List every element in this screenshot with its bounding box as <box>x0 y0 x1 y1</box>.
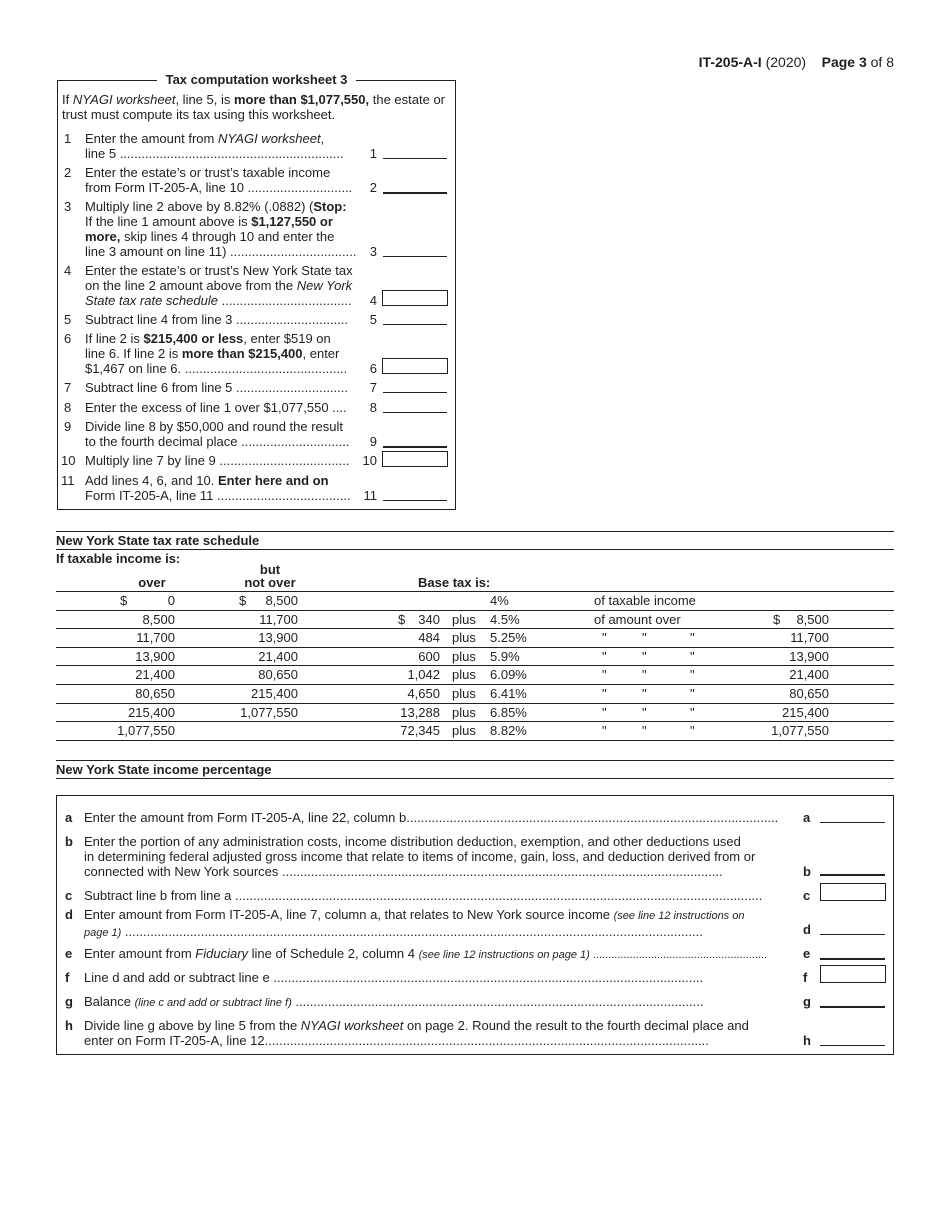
amount-over: 215,400 <box>782 704 829 720</box>
form-number: IT-205-A-I <box>698 54 762 70</box>
worksheet-intro: If NYAGI worksheet, line 5, is more than $1,077,550, the estate or trust must compute its tax using this worksheet. <box>62 92 446 122</box>
ditto-mark: " <box>602 723 607 739</box>
line-5-field[interactable] <box>383 310 447 325</box>
schedule-row-rule <box>56 684 894 685</box>
base-tax: 340 <box>418 611 440 627</box>
bracket-over: 21,400 <box>135 667 175 683</box>
ditto-mark: " <box>642 723 647 739</box>
schedule-row-rule <box>56 610 894 611</box>
ditto-mark: " <box>602 648 607 664</box>
col-base-tax: Base tax is: <box>418 575 491 590</box>
income-pct-title-rule <box>56 778 894 779</box>
line-8-field[interactable] <box>383 398 447 413</box>
page-header <box>699 54 894 70</box>
page-of: of 8 <box>870 54 894 70</box>
amount-over: 13,900 <box>789 648 829 664</box>
amount-over: 11,700 <box>790 630 829 646</box>
tax-rate: 4% <box>490 593 509 608</box>
col-over: over <box>138 575 166 590</box>
schedule-top-rule <box>56 531 894 532</box>
bracket-not-over: 1,077,550 <box>240 704 298 720</box>
base-tax: 4,650 <box>407 686 440 701</box>
base-tax: 13,288 <box>400 704 440 720</box>
plus-label: plus <box>452 723 476 739</box>
line-10-box[interactable] <box>382 451 448 467</box>
ditto-mark: " <box>690 704 695 720</box>
bracket-not-over: 8,500 <box>265 593 298 608</box>
dollar-sign: $ <box>239 593 247 608</box>
income-c-box[interactable] <box>820 883 886 901</box>
schedule-row-rule <box>56 628 894 629</box>
tax-rate: 5.25% <box>490 630 527 646</box>
bracket-not-over: 80,650 <box>258 667 298 683</box>
tax-rate: 8.82% <box>490 723 527 739</box>
bracket-over: 215,400 <box>128 704 175 720</box>
col-but: but <box>259 562 281 577</box>
ditto-mark: " <box>602 686 607 701</box>
ditto-mark: " <box>602 630 607 646</box>
col-not-over: not over <box>244 575 296 590</box>
tax-rate: 5.9% <box>490 648 520 664</box>
income-f-box[interactable] <box>820 965 886 983</box>
page-number: Page 3 <box>821 54 867 70</box>
ditto-mark: " <box>602 704 607 720</box>
bracket-over: 8,500 <box>142 611 175 627</box>
schedule-row-rule <box>56 703 894 704</box>
ditto-mark: " <box>642 648 647 664</box>
schedule-title: New York State tax rate schedule <box>56 533 260 548</box>
amount-over: 8,500 <box>796 611 829 627</box>
form-year: (2020) <box>765 54 807 70</box>
dollar-sign: $ <box>120 593 128 608</box>
tax-computation-worksheet: Tax computation worksheet 3 If NYAGI worksheet, line 5, is more than $1,077,550, the estate or trust must compute its tax using this worksheet. 1 Enter the amount from NYAGI worksheet, line 5 .............................................................. 1 2 Enter the estate’s or trust’s taxable income from Form IT-205-A, line 10 ............................. 2 3 Multiply line 2 above by 8.82% (.0882) (Stop: If the line 1 amount above is $1,127,550 or more, skip lines 4 through 10 and enter the line 3 amount on line 11) ................................... 3 4 Enter the estate’s or trust’s New York State tax on the line 2 amount above from the New York State tax rate schedule .................................... 4 5 Subtract line 4 from line 3 ............................... 5 6 If line 2 is $215,400 or less, enter $519 on line 6. If line 2 is more than $215,400, enter $1,467 on line 6. ............................................. 6 7 Subtract line 6 from line 5 ............................... 7 8 Enter the excess of line 1 over $1,077,550 .... 8 9 Divide line 8 by $50,000 and round the result to the fourth decimal place .............................. 9 10 Multiply line 7 by line 9 .................................... 10 11 Add lines 4, 6, and 10. Enter here and on Form IT-205-A, line 11 ..................................... 11 <box>57 80 456 510</box>
line-2-field[interactable] <box>383 178 447 194</box>
bracket-over: 0 <box>167 593 175 608</box>
income-h-field[interactable] <box>820 1031 885 1046</box>
amount-over: 1,077,550 <box>771 723 829 739</box>
schedule-row-rule <box>56 740 894 741</box>
plus-label: plus <box>452 686 476 701</box>
line-11-field[interactable] <box>383 486 447 501</box>
schedule-row-rule <box>56 721 894 722</box>
bracket-not-over: 13,900 <box>258 630 298 646</box>
ditto-mark: " <box>642 686 647 701</box>
income-pct-title: New York State income percentage <box>56 762 272 777</box>
base-tax: 1,042 <box>407 667 440 683</box>
income-b-field[interactable] <box>820 860 885 876</box>
ditto-mark: " <box>690 686 695 701</box>
line-1-field[interactable] <box>383 144 447 159</box>
line-7-field[interactable] <box>383 378 447 393</box>
bracket-over: 1,077,550 <box>117 723 175 739</box>
dollar-sign: $ <box>773 611 781 627</box>
income-pct-top-rule <box>56 760 894 761</box>
bracket-over: 80,650 <box>135 686 175 701</box>
income-g-field[interactable] <box>820 992 885 1008</box>
rate-description: of taxable income <box>594 593 696 608</box>
schedule-row-rule <box>56 647 894 648</box>
schedule-header-rule <box>56 591 894 592</box>
tax-rate: 4.5% <box>490 611 520 627</box>
income-d-field[interactable] <box>820 920 885 935</box>
plus-label: plus <box>452 630 476 646</box>
schedule-if-label: If taxable income is: <box>56 551 181 566</box>
dollar-sign: $ <box>398 611 406 627</box>
line-3-field[interactable] <box>383 242 447 257</box>
ditto-mark: " <box>690 667 695 683</box>
plus-label: plus <box>452 648 476 664</box>
plus-label: plus <box>452 611 476 627</box>
base-tax: 72,345 <box>400 723 440 739</box>
ditto-mark: " <box>690 723 695 739</box>
ditto-mark: " <box>642 630 647 646</box>
ditto-mark: " <box>690 630 695 646</box>
bracket-not-over: 11,700 <box>259 611 298 627</box>
plus-label: plus <box>452 667 476 683</box>
bracket-not-over: 21,400 <box>258 648 298 664</box>
line-4-box[interactable] <box>382 290 448 306</box>
base-tax: 484 <box>418 630 440 646</box>
schedule-title-rule <box>56 549 894 550</box>
tax-rate: 6.09% <box>490 667 527 683</box>
bracket-over: 13,900 <box>135 648 175 664</box>
rate-description: of amount over <box>594 611 681 627</box>
tax-rate: 6.41% <box>490 686 527 701</box>
income-a-field[interactable] <box>820 808 885 823</box>
bracket-over: 11,700 <box>136 630 175 646</box>
line-9-field[interactable] <box>383 432 447 448</box>
schedule-row-rule <box>56 665 894 666</box>
plus-label: plus <box>452 704 476 720</box>
ditto-mark: " <box>602 667 607 683</box>
bracket-not-over: 215,400 <box>251 686 298 701</box>
income-percentage-box: a Enter the amount from Form IT-205-A, line 22, column b....................................................................................................... a b Enter the portion of any administration costs, income distribution deduction, exemption, and other deductions used in determining federal adjusted gross income that relate to items of income, gain, loss, and deduction derived from or connected with New York sources .......................................................................................................................... b c Subtract line b from line a .................................................................................................................................................. c d Enter amount from Form IT-205-A, line 7, column a, that relates to New York source income (see line 12 instructions on page 1) ................................................................................................................................................................ d e Enter amount from Fiduciary line of Schedule 2, column 4 (see line 12 instructions on page 1) ......................................................... e f Line d and add or subtract line e ....................................................................................................................... f g Balance (line c and add or subtract line f) ................................................................................................................. g h Divide line g above by line 5 from the NYAGI worksheet on page 2. Round the result to the fourth decimal place and enter on Form IT-205-A, line 12........................................................................................................................... h <box>56 795 894 1055</box>
ditto-mark: " <box>642 667 647 683</box>
amount-over: 80,650 <box>789 686 829 701</box>
tax-rate: 6.85% <box>490 704 527 720</box>
ditto-mark: " <box>690 648 695 664</box>
worksheet-title: Tax computation worksheet 3 <box>58 72 455 87</box>
amount-over: 21,400 <box>789 667 829 683</box>
base-tax: 600 <box>418 648 440 664</box>
ditto-mark: " <box>642 704 647 720</box>
line-6-box[interactable] <box>382 358 448 374</box>
income-e-field[interactable] <box>820 944 885 960</box>
